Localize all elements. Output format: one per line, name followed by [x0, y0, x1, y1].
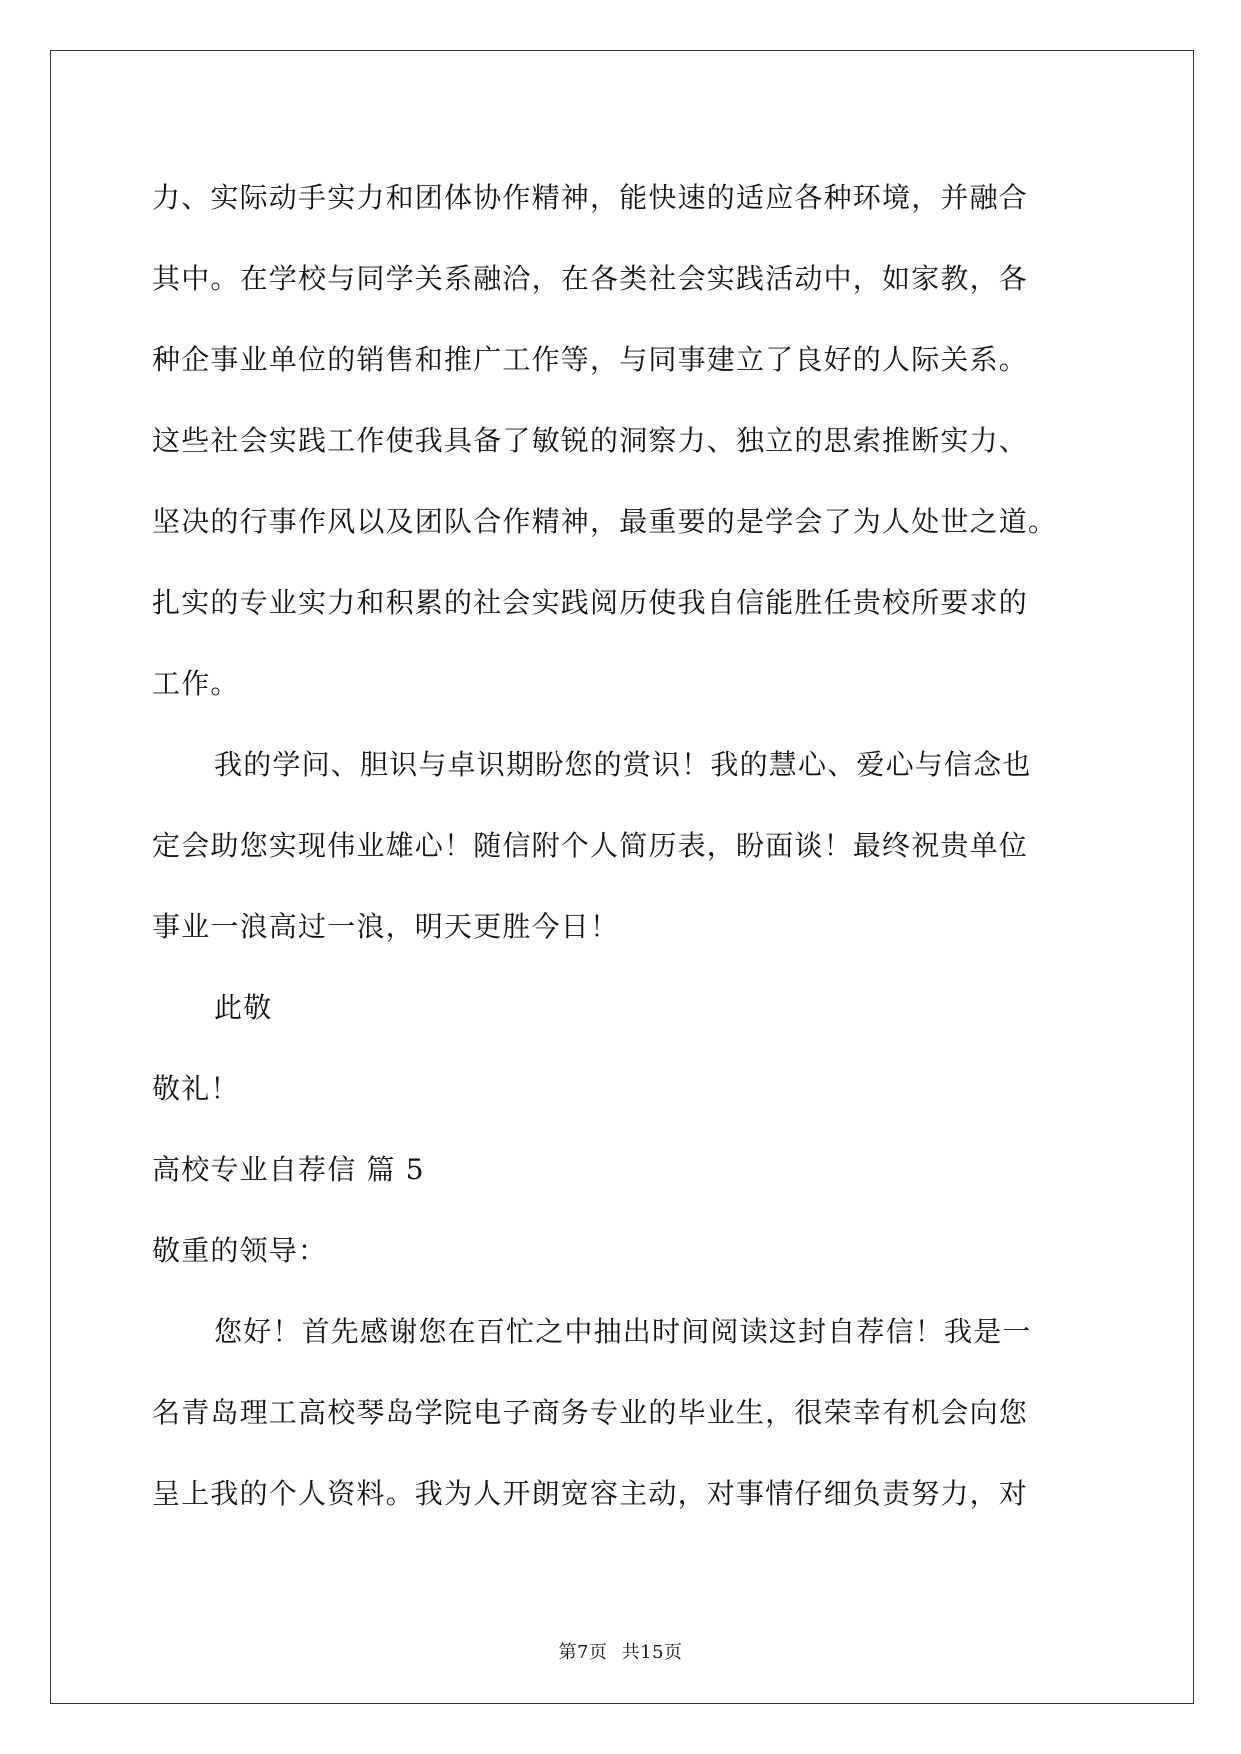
page-number: 第7页: [558, 1642, 608, 1663]
letter-greeting: 敬重的领导：: [152, 1234, 328, 1267]
page-total: 共15页: [621, 1642, 683, 1663]
text-line: 坚决的行事作风以及团队合作精神，最重要的是学会了为人处世之道。: [152, 505, 1058, 538]
paragraph-start-line: 您好！首先感谢您在百忙之中抽出时间阅读这封自荐信！我是一: [214, 1315, 1032, 1348]
closing-regards: 敬礼！: [152, 1072, 240, 1105]
document-body: [152, 157, 1092, 1534]
page-footer: [0, 1638, 1241, 1664]
text-line: 呈上我的个人资料。我为人开朗宽容主动，对事情仔细负责努力，对: [152, 1477, 1029, 1510]
text-line: 名青岛理工高校琴岛学院电子商务专业的毕业生，很荣幸有机会向您: [152, 1396, 1029, 1429]
paragraph-start-line: 我的学问、胆识与卓识期盼您的赏识！我的慧心、爱心与信念也: [214, 748, 1032, 781]
section-heading: 高校专业自荐信 篇 5: [152, 1153, 425, 1186]
text-line: 力、实际动手实力和团体协作精神，能快速的适应各种环境，并融合: [152, 181, 1029, 214]
text-line: 其中。在学校与同学关系融洽，在各类社会实践活动中，如家教，各: [152, 262, 1029, 295]
text-line: 事业一浪高过一浪，明天更胜今日！: [152, 910, 620, 943]
text-line: 种企事业单位的销售和推广工作等，与同事建立了良好的人际关系。: [152, 343, 1029, 376]
closing-salutation: 此敬: [214, 991, 273, 1024]
text-line: 这些社会实践工作使我具备了敏锐的洞察力、独立的思索推断实力、: [152, 424, 1029, 457]
text-line: 定会助您实现伟业雄心！随信附个人简历表，盼面谈！最终祝贵单位: [152, 829, 1029, 862]
text-line: 工作。: [152, 667, 240, 700]
text-line: 扎实的专业实力和积累的社会实践阅历使我自信能胜任贵校所要求的: [152, 586, 1029, 619]
